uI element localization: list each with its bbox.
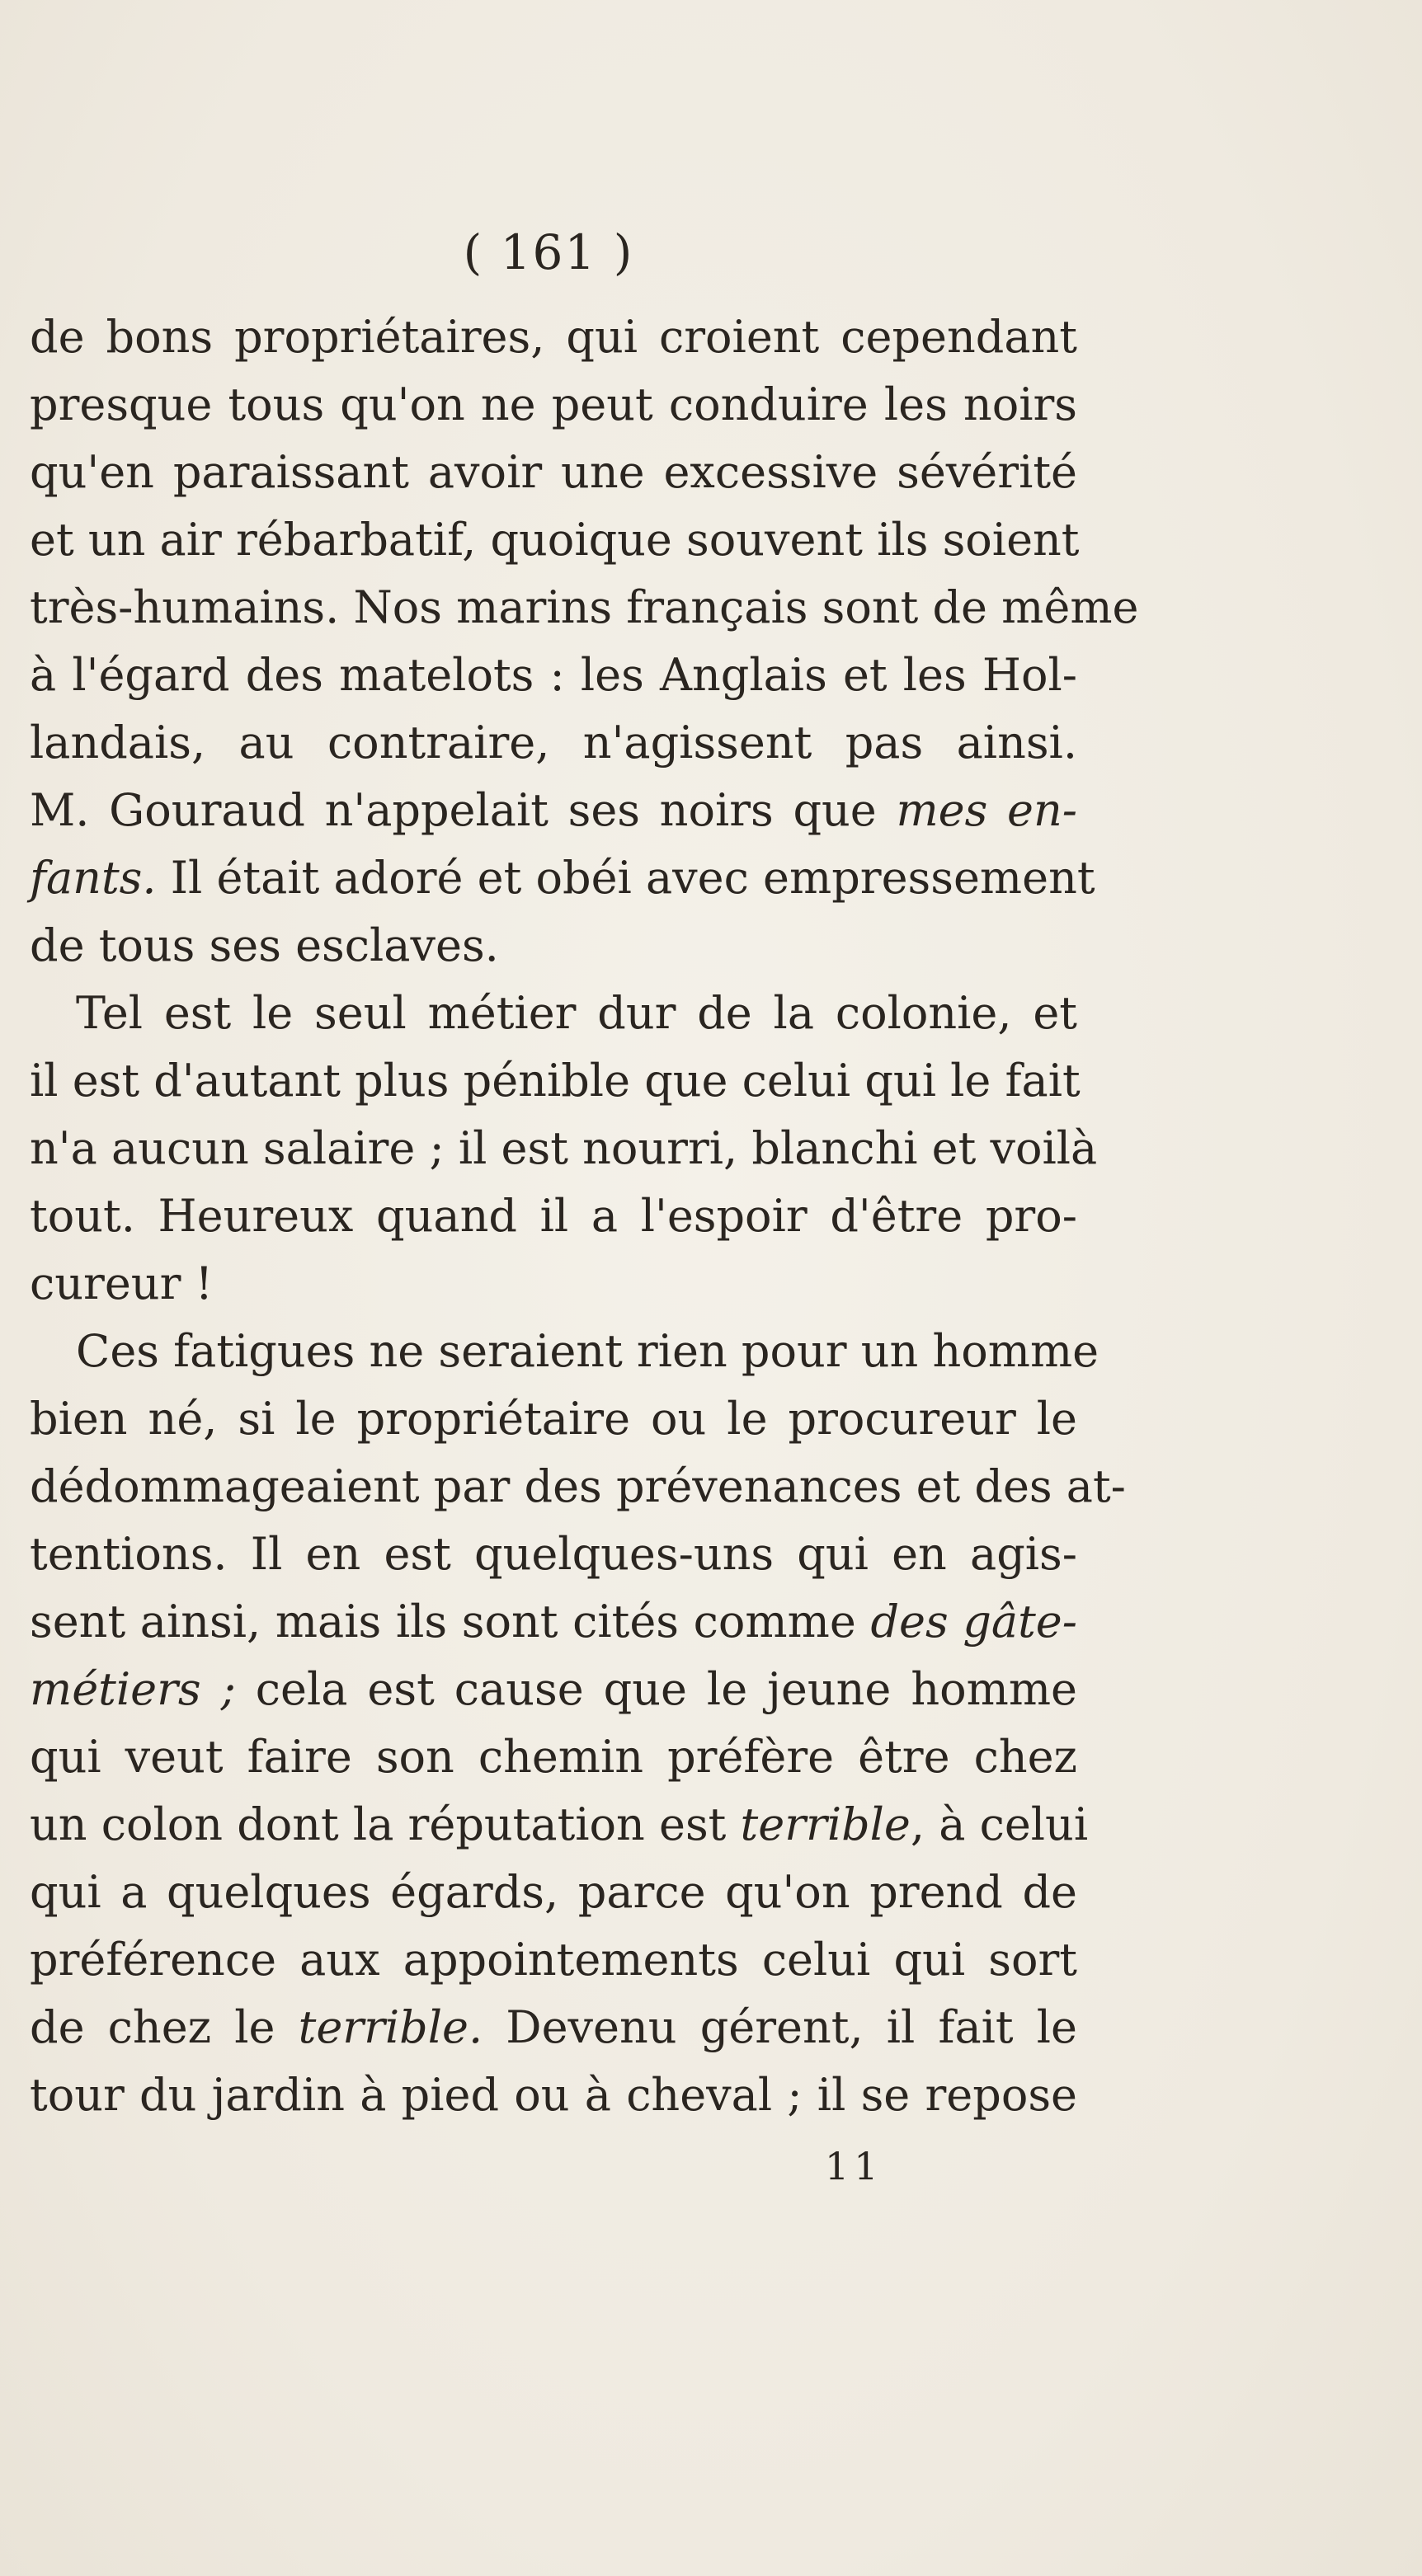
text-line: dédommageaient par des prévenances et des at- — [30, 1460, 1126, 1512]
text-line — [30, 1656, 1077, 1723]
text-line: il est d'autant plus pénible que celui qui le fait — [30, 1055, 1081, 1107]
text-line: tour du jardin à pied ou à cheval ; il se repose — [30, 2069, 1077, 2121]
text-line: qui a quelques égards, parce qu'on prend de — [30, 1866, 1077, 1918]
text-line: Ces fatigues ne seraient rien pour un homme — [76, 1325, 1099, 1377]
text-line — [30, 1588, 1077, 1656]
signature-mark: 11 — [825, 2144, 883, 2188]
text-fragment: Il était adoré et obéi avec empressement — [156, 852, 1095, 904]
text-line: qu'en paraissant avoir une excessive sévérité — [30, 446, 1077, 498]
italic-text: des gâte- — [870, 1596, 1077, 1648]
text-line: landais, au contraire, n'agissent pas ainsi. — [30, 717, 1077, 769]
text-fragment: de chez le — [30, 2001, 275, 2053]
italic-text: fants. — [30, 852, 157, 904]
text-line: bien né, si le propriétaire ou le procureur le — [30, 1393, 1077, 1445]
text-fragment: un colon dont la réputation est — [30, 1798, 727, 1850]
text-line: de bons propriétaires, qui croient cependant — [30, 311, 1077, 363]
text-line — [30, 1994, 1077, 2061]
text-fragment: M. Gouraud n'appelait ses noirs que — [30, 784, 877, 836]
text-line: à l'égard des matelots : les Anglais et les Hol- — [30, 649, 1077, 701]
text-line: tentions. Il en est quelques-uns qui en agis- — [30, 1528, 1077, 1580]
text-line: presque tous qu'on ne peut conduire les noirs — [30, 378, 1077, 430]
text-fragment: Devenu gérent, il fait le — [483, 2001, 1077, 2053]
text-line — [30, 1791, 1089, 1859]
italic-text: mes en- — [896, 784, 1077, 836]
text-fragment: cela est cause que le jeune homme — [235, 1663, 1077, 1715]
page-number: ( 161 ) — [463, 224, 634, 280]
text-fragment: sent ainsi, mais ils sont cités comme — [30, 1596, 856, 1648]
text-line: Tel est le seul métier dur de la colonie, et — [76, 987, 1077, 1039]
text-line: préférence aux appointements celui qui sort — [30, 1934, 1077, 1986]
text-line: tout. Heureux quand il a l'espoir d'être pro- — [30, 1190, 1077, 1242]
text-line: cureur ! — [30, 1257, 214, 1309]
italic-text: terrible. — [298, 2001, 483, 2053]
text-line — [30, 844, 1095, 912]
text-line: n'a aucun salaire ; il est nourri, blanchi et voilà — [30, 1122, 1098, 1174]
text-line: très-humains. Nos marins français sont de même — [30, 581, 1139, 633]
text-fragment: , à celui — [910, 1798, 1089, 1850]
text-line: et un air rébarbatif, quoique souvent ils soient — [30, 514, 1080, 566]
text-line: de tous ses esclaves. — [30, 919, 499, 971]
body-text — [30, 303, 1139, 2129]
italic-text: terrible — [740, 1798, 911, 1850]
text-line: qui veut faire son chemin préfère être chez — [30, 1731, 1077, 1783]
text-line — [30, 777, 1077, 844]
italic-text: métiers ; — [30, 1663, 236, 1715]
